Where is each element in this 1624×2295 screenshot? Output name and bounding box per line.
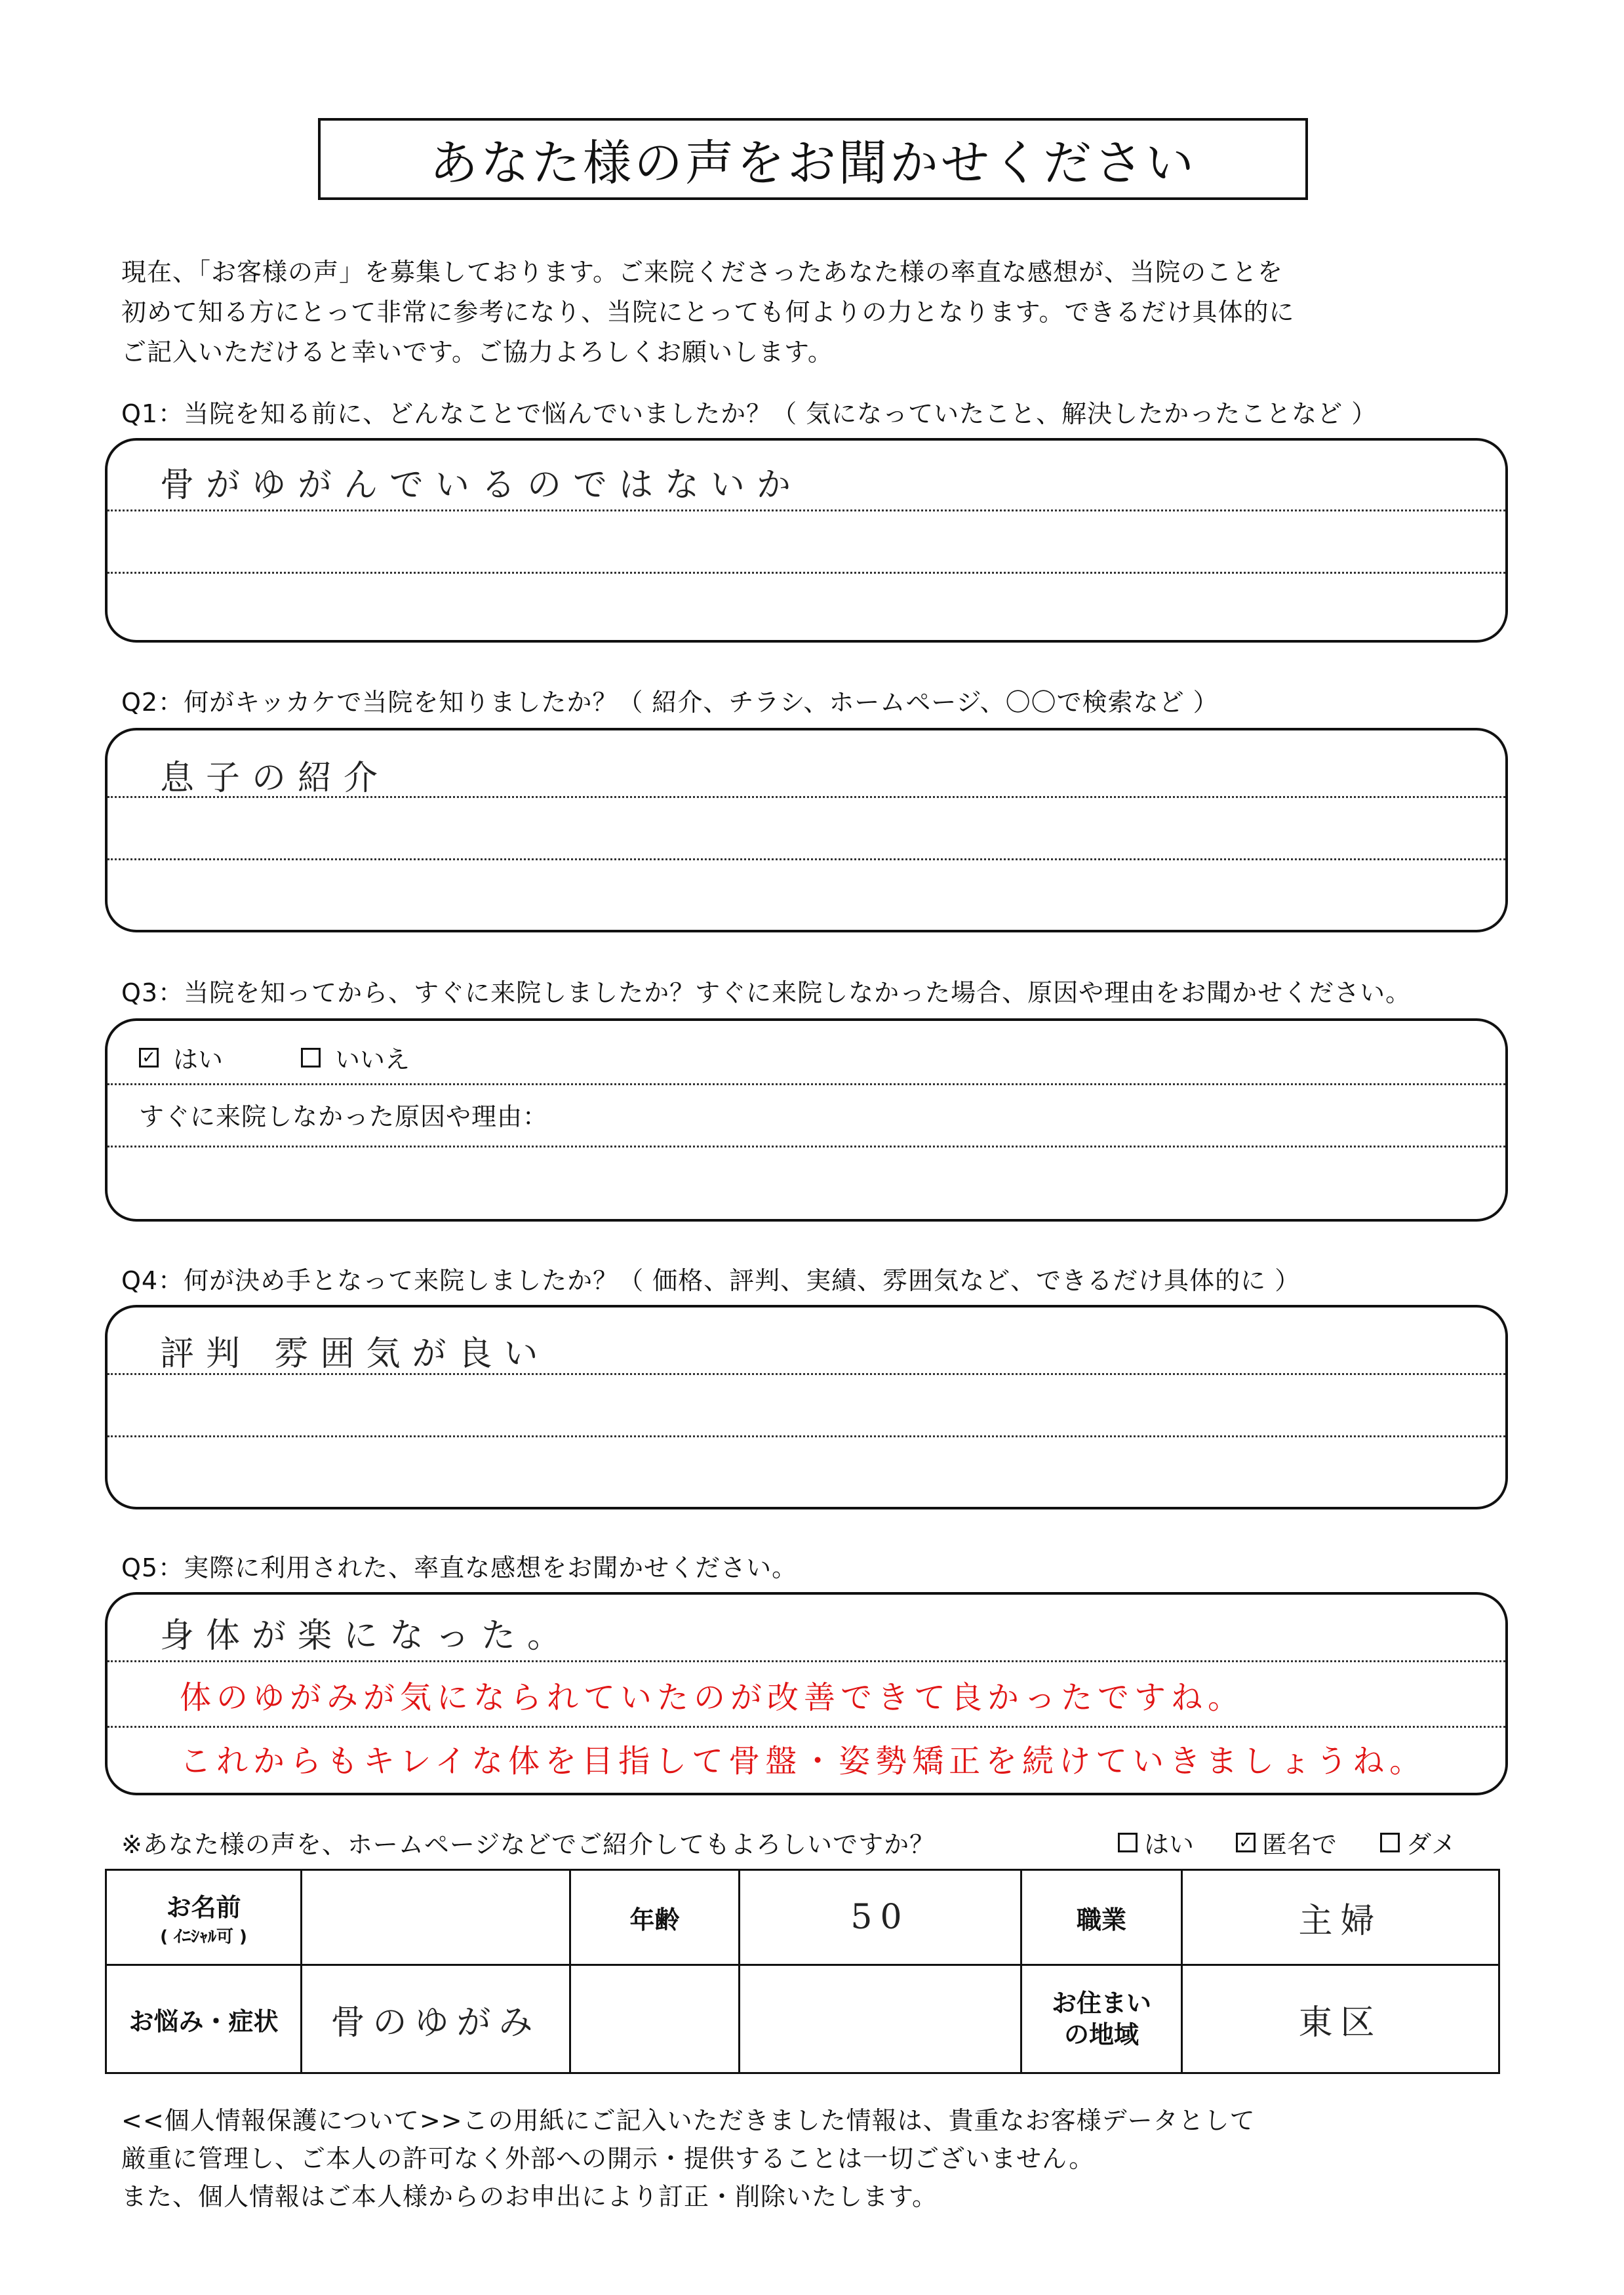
q4-question: Q4：何が決め手となって来院しましたか？（ 価格、評判、実績、雰囲気など、できるだけ具体的に ） <box>121 1266 1301 1295</box>
privacy-line: <<個人情報保護について>>この用紙にご記入いただきました情報は、貴重なお客様データとして <box>121 2106 1256 2135</box>
answer-rule <box>108 1726 1505 1728</box>
privacy-line: 厳重に管理し、ご本人の許可なく外部への開示・提供することは一切ございません。 <box>121 2144 1095 2173</box>
q3-yes-label: はい <box>173 1045 224 1074</box>
name-sub-label: ( ｲﾆｼｬﾙ可 ) <box>160 1927 247 1947</box>
area-field[interactable]: 東区 <box>1182 1965 1499 2073</box>
q2-answer: 息子の紹介 <box>160 759 390 798</box>
q2-question: Q2：何がキッカケで当院を知りましたか？（ 紹介、チラシ、ホームページ、〇〇で検索など ） <box>121 688 1219 717</box>
consent-question: ※あなた様の声を、ホームページなどでご紹介してもよろしいですか？ <box>121 1830 936 1859</box>
consent-option-label: はい <box>1144 1830 1195 1859</box>
answer-rule <box>108 1435 1505 1437</box>
q5-reply-line-2: これからもキレイな体を目指して骨盤・姿勢矯正を続けていきましょうね。 <box>180 1743 1427 1780</box>
consent-option-label: ダメ <box>1406 1830 1457 1859</box>
name-label: お名前 ( ｲﾆｼｬﾙ可 ) <box>106 1870 302 1965</box>
checkbox-checked-icon[interactable]: ✓ <box>1236 1833 1256 1852</box>
checkbox-icon[interactable] <box>1380 1833 1400 1852</box>
q1-answer: 骨がゆがんでいるのではないか <box>160 466 803 505</box>
intro-line: 現在、「お客様の声」を募集しております。ご来院くださったあなた様の率直な感想が、当院のことを <box>121 258 1283 287</box>
intro-line: ご記入いただけると幸いです。ご協力よろしくお願いします。 <box>121 338 833 367</box>
q5-question: Q5：実際に利用された、率直な感想をお聞かせください。 <box>121 1553 798 1582</box>
consent-option-yes[interactable] <box>1118 1824 1194 1860</box>
answer-rule <box>108 509 1505 511</box>
q3-question: Q3：当院を知ってから、すぐに来院しましたか？すぐに来院しなかった場合、原因や理由をお聞かせください。 <box>121 978 1412 1007</box>
privacy-notice <box>121 2102 1256 2216</box>
intro-line: 初めて知る方にとって非常に参考になり、当院にとっても何よりの力となります。できるだけ具体的に <box>121 298 1295 327</box>
q2-answer-box[interactable] <box>105 728 1508 932</box>
answer-rule <box>108 1146 1505 1148</box>
area-label: お住まいの地域 <box>1021 1965 1182 2073</box>
answer-rule <box>108 1660 1505 1662</box>
blank-cell <box>570 1965 740 2073</box>
concern-field[interactable]: 骨のゆがみ <box>302 1965 570 2073</box>
answer-rule <box>108 572 1505 574</box>
q3-no-option[interactable] <box>301 1039 410 1075</box>
q1-answer-box[interactable] <box>105 438 1508 643</box>
job-field[interactable]: 主婦 <box>1182 1870 1499 1965</box>
q4-answer-box[interactable] <box>105 1305 1508 1509</box>
page-title: あなた様の声をお聞かせください <box>318 118 1308 200</box>
q4-answer: 評判 雰囲気が良い <box>160 1334 550 1374</box>
name-field[interactable] <box>302 1870 570 1965</box>
checkbox-icon[interactable] <box>301 1048 321 1068</box>
consent-option-anonymous[interactable] <box>1236 1824 1337 1860</box>
answer-rule <box>108 1083 1505 1085</box>
q5-answer-box[interactable] <box>105 1592 1508 1795</box>
consent-option-no[interactable] <box>1380 1824 1456 1860</box>
q3-reason-label: すぐに来院しなかった原因や理由： <box>139 1102 549 1131</box>
info-table <box>105 1869 1500 2074</box>
answer-rule <box>108 858 1505 860</box>
q5-reply-line-1: 体のゆがみが気になられていたのが改善できて良かったですね。 <box>180 1679 1245 1716</box>
q3-no-label: いいえ <box>335 1045 410 1074</box>
privacy-line: また、個人情報はご本人様からのお申出により訂正・削除いたします。 <box>121 2182 938 2211</box>
q5-answer: 身体が楽になった。 <box>160 1616 574 1656</box>
consent-option-label: 匿名で <box>1262 1830 1337 1859</box>
concern-label: お悩み・症状 <box>106 1965 302 2073</box>
q1-question: Q1：当院を知る前に、どんなことで悩んでいましたか？（ 気になっていたこと、解決したかったことなど ） <box>121 399 1377 428</box>
age-label: 年齢 <box>570 1870 740 1965</box>
q3-yes-option[interactable] <box>139 1039 223 1075</box>
checkbox-icon[interactable] <box>1118 1833 1138 1852</box>
blank-cell <box>740 1965 1021 2073</box>
intro-text <box>121 252 1518 372</box>
job-label: 職業 <box>1021 1870 1182 1965</box>
q3-answer-box[interactable] <box>105 1018 1508 1222</box>
age-field[interactable]: 50 <box>740 1870 1021 1965</box>
checkbox-checked-icon[interactable]: ✓ <box>139 1048 159 1068</box>
